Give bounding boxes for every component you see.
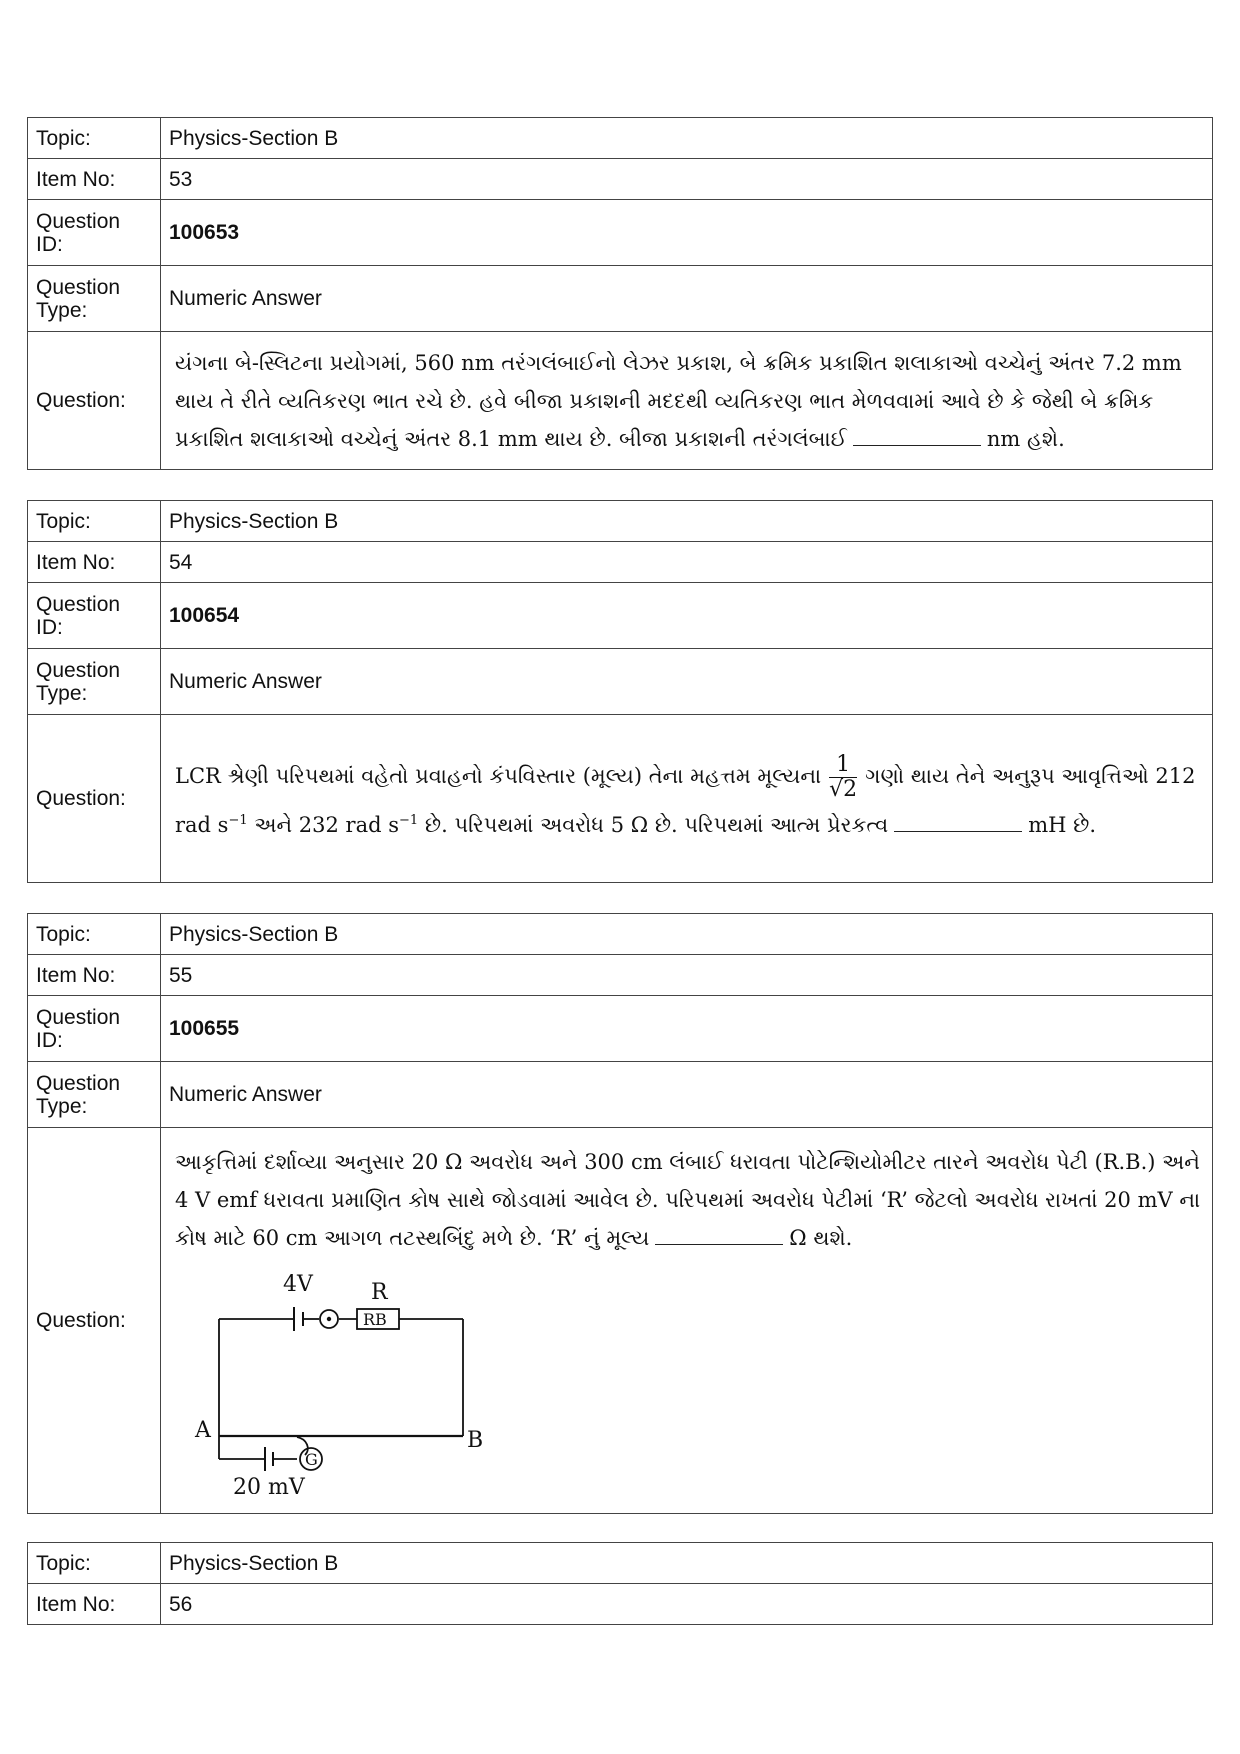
answer-blank (894, 811, 1022, 832)
fraction: $\frac{1}{√2}$ (829, 752, 858, 802)
question-label: Question: (28, 715, 161, 883)
question-id-value: 100655 (161, 996, 1213, 1062)
question-type-value: Numeric Answer (161, 1062, 1213, 1128)
potentiometer-circuit-diagram (179, 1269, 499, 1494)
question-id-value: 100654 (161, 583, 1213, 649)
item-no-label: Item No: (28, 955, 161, 996)
battery-label: 4V (283, 1272, 313, 1297)
topic-label: Topic: (28, 914, 161, 955)
question-id-label: Question ID: (28, 200, 161, 266)
question-type-value: Numeric Answer (161, 649, 1213, 715)
question-label: Question: (28, 1128, 161, 1514)
question-type-label: Question Type: (28, 1062, 161, 1128)
topic-value: Physics-Section B (161, 501, 1213, 542)
answer-blank (655, 1224, 783, 1245)
question-table-56 (27, 1542, 1213, 1625)
question-type-label: Question Type: (28, 266, 161, 332)
question-type-label: Question Type: (28, 649, 161, 715)
question-id-label: Question ID: (28, 583, 161, 649)
item-no-label: Item No: (28, 542, 161, 583)
key-dot (327, 1317, 331, 1321)
topic-label: Topic: (28, 501, 161, 542)
item-no-value: 56 (161, 1584, 1213, 1625)
question-type-value: Numeric Answer (161, 266, 1213, 332)
item-no-value: 54 (161, 542, 1213, 583)
topic-label: Topic: (28, 118, 161, 159)
item-no-label: Item No: (28, 159, 161, 200)
item-no-label: Item No: (28, 1584, 161, 1625)
topic-value: Physics-Section B (161, 118, 1213, 159)
question-text: આકૃત્તિમાં દર્શાવ્યા અનુસાર 20 Ω અવરોધ અને 300 cm લંબાઈ ધરાવતા પોટેન્શિયોમીટર તારને અવરોધ પેટી (R.B.) અને 4 V emf ધરાવતા પ્રમાણિત કોષ સાથે જોડવામાં આવેલ છે. પરિપથમાં અવરોધ પેટીમાં ‘R’ જેટલો અવરોધ રાખતાં 20 mV ના કોષ માટે 60 cm આગળ તટસ્થબિંદુ મળે છે. ‘R’ નું મૂલ્ય Ω થશે. 4V R RB A B G 20 mV (161, 1128, 1213, 1514)
point-b-label: B (467, 1428, 484, 1453)
answer-blank (853, 425, 981, 446)
topic-label: Topic: (28, 1543, 161, 1584)
question-label: Question: (28, 332, 161, 470)
topic-value: Physics-Section B (161, 1543, 1213, 1584)
topic-value: Physics-Section B (161, 914, 1213, 955)
resistance-box-label: RB (363, 1310, 387, 1329)
cell-label: 20 mV (233, 1475, 305, 1494)
item-no-value: 53 (161, 159, 1213, 200)
question-text: યંગના બે-સ્લિટના પ્રયોગમાં, 560 nm તરંગલંબાઈનો લેઝર પ્રકાશ, બે ક્રમિક પ્રકાશિત શલાકાઓ વચ્ચેનું અંતર 7.2 mm થાય તે રીતે વ્યતિકરણ ભાત રચે છે. હવે બીજા પ્રકાશની મદદથી વ્યતિકરણ ભાત મેળવવામાં આવે છે કે જેથી બે ક્રમિક પ્રકાશિત શલાકાઓ વચ્ચેનું અંતર 8.1 mm થાય છે. બીજા પ્રકાશની તરંગલંબાઈ nm હશે. (161, 332, 1213, 470)
question-id-value: 100653 (161, 200, 1213, 266)
galvanometer-label: G (305, 1450, 318, 1469)
question-table-55 (27, 913, 1213, 1514)
resistor-label: R (371, 1280, 388, 1305)
item-no-value: 55 (161, 955, 1213, 996)
question-id-label: Question ID: (28, 996, 161, 1062)
point-a-label: A (195, 1418, 211, 1443)
question-table-54 (27, 500, 1213, 883)
question-text: LCR શ્રેણી પરિપથમાં વહેતો પ્રવાહનો કંપવિસ્તાર (મૂલ્ય) તેના મહત્તમ મૂલ્યના $\frac{1}{√2}$ ગણો થાય તેને અનુરૂપ આવૃત્તિઓ 212 rad $s^{-1}$ અને 232 rad $s^{-1}$ છે. પરિપથમાં અવરોધ 5 Ω છે. પરિપથમાં આત્મ પ્રેરકત્વ mH છે. (161, 715, 1213, 883)
question-table-53 (27, 117, 1213, 470)
